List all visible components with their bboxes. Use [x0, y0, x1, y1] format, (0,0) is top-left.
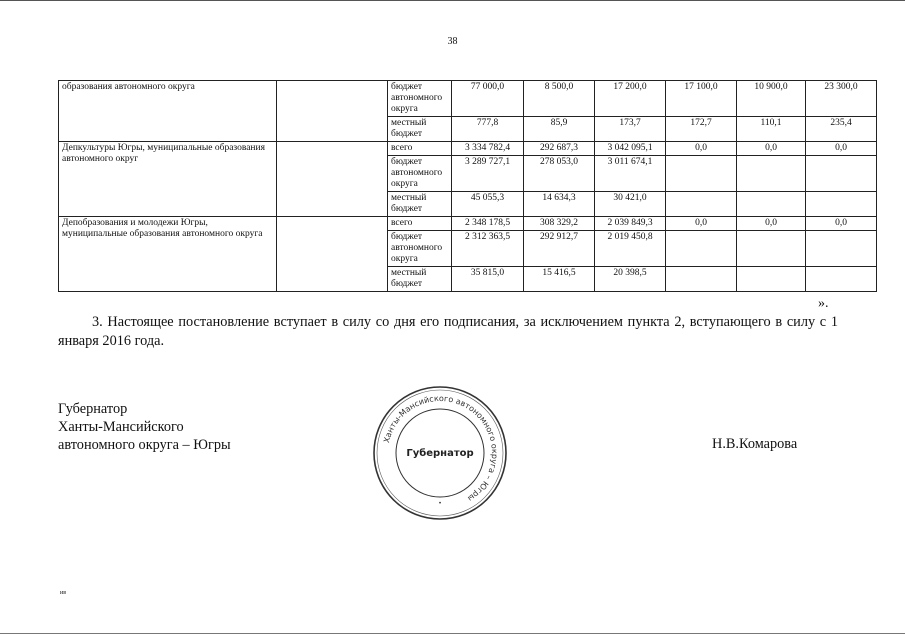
amount-cell: 0,0 [737, 217, 806, 231]
executor-cell: Депобразования и молодежи Югры, муниципальные образования автономного округа [59, 217, 277, 292]
amount-cell [666, 156, 737, 192]
funding-source-cell: всего [388, 217, 452, 231]
page-number: 38 [447, 36, 458, 47]
empty-cell [277, 142, 388, 217]
amount-cell: 0,0 [737, 142, 806, 156]
amount-cell [737, 267, 806, 292]
official-seal [370, 383, 510, 523]
funding-source-cell: бюджет автономного округа [388, 81, 452, 117]
amount-cell: 3 289 727,1 [452, 156, 524, 192]
signatory-title-line: Ханты-Мансийского [58, 419, 184, 435]
table-row [59, 217, 877, 231]
amount-cell: 30 421,0 [595, 192, 666, 217]
executor-cell: образования автономного округа [59, 81, 277, 142]
funding-source-cell: местный бюджет [388, 192, 452, 217]
amount-cell: 3 334 782,4 [452, 142, 524, 156]
budget-table-body [59, 81, 877, 292]
budget-table [58, 80, 877, 292]
funding-source-cell: местный бюджет [388, 117, 452, 142]
amount-cell: 77 000,0 [452, 81, 524, 117]
amount-cell: 292 912,7 [524, 231, 595, 267]
amount-cell [806, 156, 877, 192]
seal-ring-text: Ханты-Мансийского автономного округа – Югры [382, 393, 500, 504]
amount-cell: 777,8 [452, 117, 524, 142]
amount-cell [806, 192, 877, 217]
signatory-name: Н.В.Комарова [712, 436, 798, 452]
amount-cell: 15 416,5 [524, 267, 595, 292]
amount-cell [666, 267, 737, 292]
amount-cell: 14 634,3 [524, 192, 595, 217]
table-row [59, 81, 877, 117]
seal-star-icon: • [438, 500, 442, 507]
funding-source-cell: всего [388, 142, 452, 156]
amount-cell [666, 231, 737, 267]
amount-cell: 292 687,3 [524, 142, 595, 156]
amount-cell [737, 192, 806, 217]
amount-cell: 0,0 [806, 142, 877, 156]
signatory-title-line: Губернатор [58, 401, 128, 417]
amount-cell: 85,9 [524, 117, 595, 142]
signatory-title-line: автономного округа – Югры [58, 437, 231, 453]
table-row [59, 142, 877, 156]
page-top-edge [0, 0, 905, 1]
amount-cell: 8 500,0 [524, 81, 595, 117]
funding-source-cell: местный бюджет [388, 267, 452, 292]
amount-cell: 10 900,0 [737, 81, 806, 117]
empty-cell [277, 217, 388, 292]
seal-center-text: Губернатор [406, 448, 474, 459]
executor-cell: Депкультуры Югры, муниципальные образования автономного округ [59, 142, 277, 217]
amount-cell: 0,0 [666, 217, 737, 231]
amount-cell: 2 039 849,3 [595, 217, 666, 231]
amount-cell: 110,1 [737, 117, 806, 142]
amount-cell: 2 019 450,8 [595, 231, 666, 267]
amount-cell: 20 398,5 [595, 267, 666, 292]
paragraph-3: 3. Настоящее постановление вступает в силу со дня его подписания, за исключением пункта 2, вступающего в силу с 1 января 2016 года. [58, 314, 838, 349]
empty-cell [277, 81, 388, 142]
amount-cell: 23 300,0 [806, 81, 877, 117]
funding-source-cell: бюджет автономного округа [388, 156, 452, 192]
amount-cell: 17 100,0 [666, 81, 737, 117]
amount-cell: 35 815,0 [452, 267, 524, 292]
amount-cell: 3 042 095,1 [595, 142, 666, 156]
amount-cell [737, 156, 806, 192]
amount-cell: 2 348 178,5 [452, 217, 524, 231]
amount-cell [806, 231, 877, 267]
funding-source-cell: бюджет автономного округа [388, 231, 452, 267]
amount-cell [737, 231, 806, 267]
amount-cell: 0,0 [666, 142, 737, 156]
amount-cell [806, 267, 877, 292]
amount-cell: 308 329,2 [524, 217, 595, 231]
page-bottom-edge [0, 633, 905, 634]
amount-cell: 172,7 [666, 117, 737, 142]
amount-cell: 2 312 363,5 [452, 231, 524, 267]
amount-cell: 45 055,3 [452, 192, 524, 217]
footer-mark: ив [60, 590, 67, 596]
amount-cell [666, 192, 737, 217]
amount-cell: 17 200,0 [595, 81, 666, 117]
amount-cell: 235,4 [806, 117, 877, 142]
closing-quote: ». [818, 296, 829, 311]
amount-cell: 173,7 [595, 117, 666, 142]
amount-cell: 0,0 [806, 217, 877, 231]
amount-cell: 3 011 674,1 [595, 156, 666, 192]
signatory-title [58, 400, 231, 454]
amount-cell: 278 053,0 [524, 156, 595, 192]
